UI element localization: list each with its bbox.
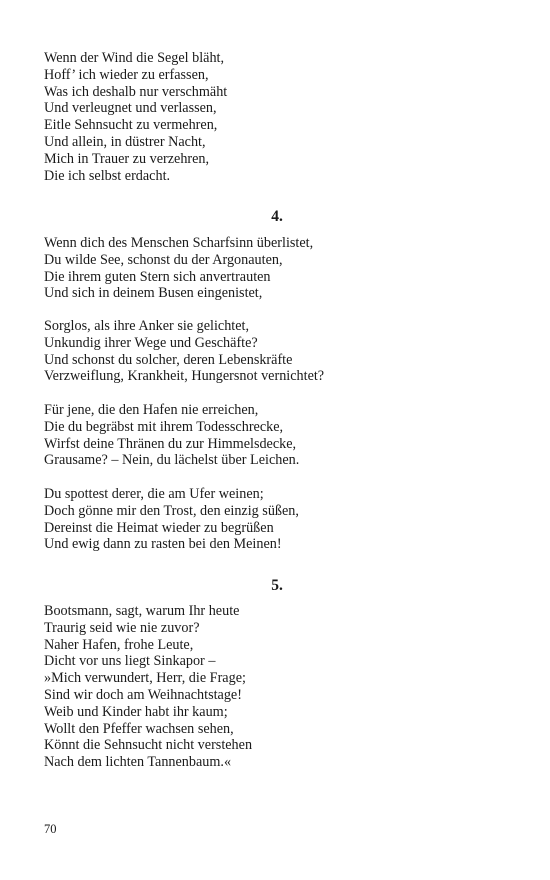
verse-line: Mich in Trauer zu verzehren,	[44, 150, 210, 167]
verse-line: Eitle Sehnsucht zu vermehren,	[44, 117, 218, 134]
verse-line: Hoff’ ich wieder zu erfassen,	[44, 66, 209, 83]
verse-line: Sind wir doch am Weihnachtstage!	[44, 686, 242, 703]
verse-line: Wenn dich des Menschen Scharfsinn überlistet,	[44, 235, 314, 251]
section-4-stanza-3	[44, 402, 299, 469]
page-number: 70	[44, 822, 57, 836]
verse-line: Die ich selbst erdacht.	[44, 167, 171, 184]
verse-line: Könnt die Sehnsucht nicht verstehen	[44, 737, 253, 754]
section-4-stanza-2	[44, 318, 324, 385]
verse-line: Sorglos, als ihre Anker sie gelichtet,	[44, 318, 250, 334]
verse-line: Unkundig ihrer Wege und Geschäfte?	[44, 334, 258, 351]
verse-line: Wenn der Wind die Segel bläht,	[44, 50, 225, 66]
verse-line: Bootsmann, sagt, warum Ihr heute	[44, 603, 240, 619]
verse-line: Verzweiflung, Krankheit, Hungersnot vernichtet?	[44, 368, 325, 385]
verse-line: Nach dem lichten Tannenbaum.«	[44, 754, 232, 771]
verse-line: Die ihrem guten Stern sich anvertrauten	[44, 268, 271, 285]
verse-line: Und sich in deinem Busen eingenistet,	[44, 285, 263, 302]
verse-line: Weib und Kinder habt ihr kaum;	[44, 703, 228, 720]
verse-line: Für jene, die den Hafen nie erreichen,	[44, 402, 259, 418]
verse-line: Die du begräbst mit ihrem Todesschrecke,	[44, 418, 284, 435]
section-4-stanza-4	[44, 486, 299, 553]
verse-line: Naher Hafen, frohe Leute,	[44, 636, 194, 653]
verse-line: Traurig seid wie nie zuvor?	[44, 619, 200, 636]
verse-line: Dereinst die Heimat wieder zu begrüßen	[44, 519, 274, 536]
verse-line: Doch gönne mir den Trost, den einzig süßen,	[44, 502, 299, 519]
verse-line: Was ich deshalb nur verschmäht	[44, 83, 228, 100]
section-number-5: 5.	[271, 577, 283, 594]
verse-line: Wollt den Pfeffer wachsen sehen,	[44, 720, 234, 737]
verse-line: Dicht vor uns liegt Sinkapor –	[44, 653, 216, 670]
section-5-stanza	[44, 603, 252, 771]
stanza-continuation	[44, 50, 227, 184]
verse-line: Du wilde See, schonst du der Argonauten,	[44, 251, 283, 268]
verse-line: Grausame? – Nein, du lächelst über Leichen.	[44, 452, 300, 469]
verse-line: »Mich verwundert, Herr, die Frage;	[44, 670, 246, 687]
section-number-4: 4.	[271, 208, 283, 225]
verse-line: Wirfst deine Thränen du zur Himmelsdecke,	[44, 435, 297, 452]
verse-line: Und verleugnet und verlassen,	[44, 100, 217, 117]
section-4-stanza-1	[44, 235, 313, 302]
verse-line: Und ewig dann zu rasten bei den Meinen!	[44, 536, 282, 553]
verse-line: Und schonst du solcher, deren Lebenskräfte	[44, 351, 293, 368]
verse-line: Und allein, in düstrer Nacht,	[44, 133, 206, 150]
verse-line: Du spottest derer, die am Ufer weinen;	[44, 486, 264, 502]
